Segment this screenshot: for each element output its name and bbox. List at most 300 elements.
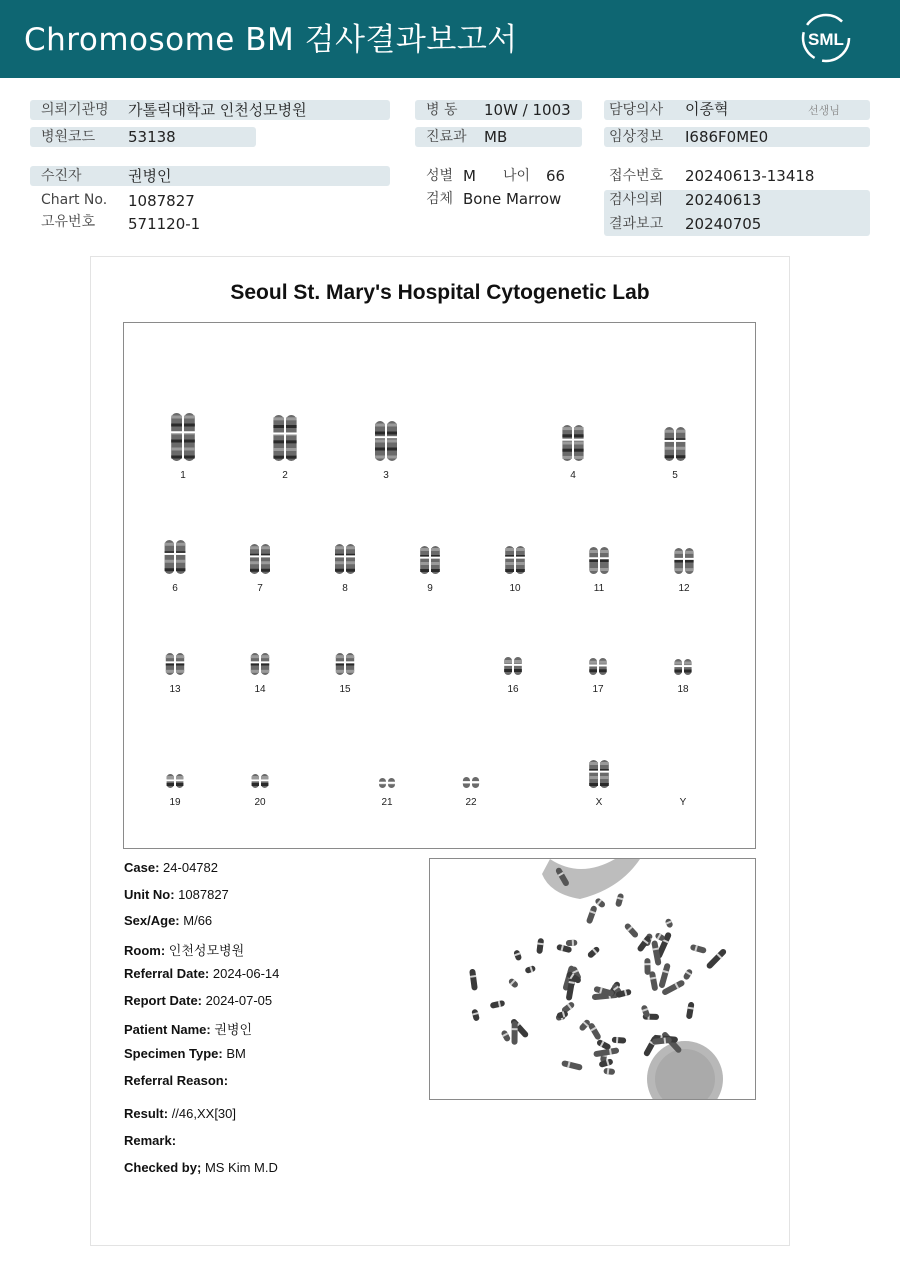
band — [589, 661, 597, 664]
band — [286, 448, 297, 451]
result-value: //46,XX[30] — [171, 1106, 237, 1121]
chromosome-pair-5 — [655, 424, 695, 464]
band — [589, 669, 597, 672]
centromere — [504, 664, 513, 666]
band — [273, 440, 284, 443]
hospital-code-label: 병원코드 — [41, 129, 96, 145]
chromosome-pair-11 — [579, 544, 619, 577]
band — [171, 440, 182, 443]
band — [346, 546, 355, 549]
band — [286, 456, 297, 459]
centromere — [375, 436, 386, 438]
unique-no-label: 고유번호 — [41, 214, 96, 230]
band — [574, 427, 584, 430]
metaphase-chromosome — [686, 1002, 695, 1020]
clinical-label: 임상정보 — [609, 129, 664, 145]
chromosome-pair-19 — [155, 771, 195, 791]
report-date-value: 20240705 — [685, 215, 762, 233]
band — [176, 776, 183, 779]
band — [684, 670, 692, 673]
unit-value: 1087827 — [178, 887, 229, 902]
ward-label: 병 동 — [426, 102, 458, 118]
band — [514, 660, 522, 663]
centromere — [574, 439, 585, 441]
doctor-value: 이종혁 — [685, 100, 729, 118]
chromosome-label-6: 6 — [172, 583, 178, 594]
specimen-label: 검체 — [426, 191, 454, 207]
specimen-type-line — [124, 1046, 246, 1061]
chromosome-label-14: 14 — [254, 684, 266, 695]
centromere — [346, 661, 355, 663]
band — [676, 455, 685, 458]
band — [574, 449, 584, 452]
centromere — [589, 771, 599, 773]
metaphase-image — [429, 858, 756, 1100]
request-label: 검사의뢰 — [609, 192, 664, 208]
chromosome-label-5: 5 — [672, 470, 678, 481]
band — [516, 569, 525, 572]
band — [346, 569, 355, 572]
centromere — [164, 553, 174, 555]
band — [261, 655, 269, 658]
band — [336, 655, 344, 658]
band — [589, 762, 598, 765]
band — [165, 568, 174, 571]
chromosome-label-7: 7 — [257, 583, 263, 594]
doctor-label: 담당의사 — [609, 102, 664, 118]
band — [346, 655, 354, 658]
band — [387, 456, 397, 459]
band — [335, 569, 344, 572]
band — [176, 783, 183, 786]
band — [665, 430, 674, 433]
band — [684, 662, 692, 665]
centromere — [251, 779, 259, 781]
band — [589, 783, 598, 786]
metaphase-chromosome — [587, 1022, 601, 1041]
chromosome-pair-10 — [495, 543, 535, 577]
remark-label: Remark: — [124, 1133, 177, 1148]
doctor-suffix: 선생님 — [808, 104, 840, 117]
metaphase-chromosome — [682, 968, 693, 981]
band — [167, 776, 174, 779]
band — [184, 448, 195, 451]
band — [261, 546, 270, 549]
band — [251, 670, 259, 673]
hospital-code-value: 53138 — [128, 128, 176, 146]
chromosome-pair-X — [579, 757, 619, 791]
band — [176, 670, 184, 673]
centromere — [562, 439, 573, 441]
specimen-type-value: BM — [226, 1046, 246, 1061]
band — [171, 456, 182, 459]
band — [252, 783, 259, 786]
centromere — [379, 782, 387, 784]
band — [674, 662, 682, 665]
band — [335, 561, 344, 564]
band — [599, 669, 607, 672]
band — [562, 434, 572, 437]
band — [505, 548, 514, 551]
metaphase-chromosome — [641, 1004, 651, 1018]
chromatid — [599, 658, 607, 675]
band — [674, 568, 683, 571]
centromere — [166, 779, 174, 781]
case-value: 24-04782 — [163, 860, 218, 875]
chromosome-pair-6 — [155, 537, 195, 577]
centromere — [420, 557, 430, 559]
checked-by-line — [124, 1160, 278, 1175]
centromere — [184, 431, 196, 433]
band — [589, 559, 598, 562]
chromosome-pair-15 — [325, 650, 365, 678]
metaphase-chromosome — [603, 1068, 615, 1075]
metaphase-chromosome — [469, 969, 478, 991]
chromosome-label-Y: Y — [679, 797, 687, 808]
band — [665, 447, 674, 450]
band — [335, 546, 344, 549]
band — [562, 442, 572, 445]
metaphase-chromosome — [471, 1009, 480, 1022]
band — [505, 562, 514, 565]
band — [286, 440, 297, 443]
metaphase-chromosome — [586, 905, 598, 924]
centromere — [346, 555, 356, 557]
band — [574, 434, 584, 437]
band — [589, 568, 598, 571]
chromosome-label-13: 13 — [169, 684, 181, 695]
chromosome-label-12: 12 — [678, 583, 690, 594]
band — [431, 569, 440, 572]
receipt-value: 20240613-13418 — [685, 167, 815, 185]
result-line — [124, 1106, 236, 1121]
department-value: MB — [484, 128, 508, 146]
centromere — [685, 558, 695, 560]
chromosome-pair-3 — [366, 418, 406, 464]
band — [375, 456, 385, 459]
chromosome-pair-20 — [240, 771, 280, 791]
band — [375, 440, 385, 443]
room-line — [124, 940, 244, 959]
header-bar — [0, 0, 900, 78]
chart-no-value: 1087827 — [128, 192, 195, 210]
centromere — [676, 440, 686, 442]
referral-reason-label: Referral Reason: — [124, 1073, 229, 1088]
metaphase-chromosome — [624, 922, 640, 938]
band — [674, 560, 683, 563]
chromosome-label-19: 19 — [169, 797, 181, 808]
band — [165, 543, 174, 546]
centromere — [388, 782, 396, 784]
band — [250, 569, 259, 572]
chromosome-label-11: 11 — [593, 583, 605, 594]
chromosome-pair-22 — [451, 774, 491, 791]
remark-line — [124, 1133, 176, 1148]
band — [685, 560, 694, 563]
centromere — [261, 661, 270, 663]
band — [562, 427, 572, 430]
chromosome-pair-17 — [578, 655, 618, 678]
specimen-value: Bone Marrow — [463, 190, 562, 208]
report-date-line — [124, 993, 272, 1008]
metaphase-chromosome — [513, 949, 522, 961]
centromere — [431, 557, 441, 559]
band — [336, 670, 344, 673]
band — [431, 562, 440, 565]
band — [505, 569, 514, 572]
age-value: 66 — [546, 167, 566, 185]
chromatid — [184, 413, 195, 461]
ward-value: 10W / 1003 — [484, 101, 571, 119]
band — [261, 670, 269, 673]
band — [665, 455, 674, 458]
band — [589, 550, 598, 553]
chromosome-label-20: 20 — [254, 797, 266, 808]
band — [676, 447, 685, 450]
report-date-value-2: 2024-07-05 — [205, 993, 273, 1008]
chromosome-label-2: 2 — [282, 470, 288, 481]
centromere — [335, 555, 345, 557]
band — [375, 432, 385, 435]
centromere — [286, 432, 298, 434]
band — [184, 424, 195, 427]
band — [176, 655, 184, 658]
band — [375, 448, 385, 451]
sex-label: 성별 — [426, 168, 454, 184]
band — [387, 440, 397, 443]
band — [674, 670, 682, 673]
metaphase-chromosome — [612, 1037, 627, 1044]
band — [176, 543, 185, 546]
band — [431, 548, 440, 551]
centromere — [176, 553, 186, 555]
chromatid — [273, 415, 284, 461]
examinee-value: 권병인 — [128, 167, 172, 185]
centromere — [505, 557, 515, 559]
band — [562, 449, 572, 452]
sexage-value: M/66 — [183, 913, 213, 928]
chromosome-label-4: 4 — [570, 470, 576, 481]
metaphase-chromosome — [649, 971, 659, 991]
chromosome-pair-13 — [155, 650, 195, 678]
band — [600, 568, 609, 571]
metaphase-chromosome — [561, 1060, 583, 1071]
band — [261, 783, 268, 786]
band — [420, 562, 429, 565]
centromere — [335, 661, 344, 663]
receipt-label: 접수번호 — [609, 168, 664, 184]
metaphase-spread — [430, 859, 755, 1099]
checked-by-value: MS Kim M.D — [204, 1160, 278, 1175]
chromosome-pair-12 — [664, 545, 704, 577]
band — [600, 762, 609, 765]
centromere — [462, 781, 470, 783]
band — [250, 546, 259, 549]
centromere — [514, 664, 523, 666]
sml-logo-icon — [800, 12, 852, 64]
centromere — [600, 557, 610, 559]
band — [286, 417, 297, 420]
band — [250, 561, 259, 564]
centromere — [674, 558, 684, 560]
band — [346, 561, 355, 564]
unit-label: Unit No: — [124, 887, 175, 902]
metaphase-chromosome — [536, 938, 544, 954]
chromosome-pair-4 — [553, 422, 593, 464]
band — [171, 416, 182, 419]
chromosome-label-1: 1 — [180, 470, 186, 481]
centromere — [176, 779, 184, 781]
chromosome-label-16: 16 — [507, 684, 519, 695]
lab-title: Seoul St. Mary's Hospital Cytogenetic Lab — [230, 281, 650, 304]
centromere — [176, 661, 185, 663]
department-label: 진료과 — [426, 129, 467, 145]
band — [171, 448, 182, 451]
metaphase-chromosome — [500, 1029, 511, 1042]
case-label: Case: — [124, 860, 160, 875]
chromosome-pair-16 — [493, 654, 533, 678]
band — [504, 660, 512, 663]
band — [420, 569, 429, 572]
checked-by-label: Checked by; — [124, 1160, 202, 1175]
centromere — [472, 781, 480, 783]
age-label: 나이 — [503, 168, 531, 184]
centromere — [261, 779, 269, 781]
band — [184, 440, 195, 443]
centromere — [273, 432, 285, 434]
chromosome-label-X: X — [595, 797, 603, 808]
band — [516, 562, 525, 565]
metaphase-chromosome — [587, 946, 601, 959]
referral-date-label: Referral Date: — [124, 966, 210, 981]
result-label: Result: — [124, 1106, 169, 1121]
report-title: Chromosome BM 검사결과보고서 — [24, 22, 518, 58]
chromosome-label-18: 18 — [677, 684, 689, 695]
band — [387, 424, 397, 427]
sex-value: M — [463, 167, 476, 185]
band — [167, 783, 174, 786]
referral-date-value: 2024-06-14 — [212, 966, 280, 981]
band — [600, 559, 609, 562]
chromatid — [589, 658, 597, 675]
band — [166, 670, 174, 673]
chromatid — [504, 657, 512, 675]
metaphase-chromosome — [566, 940, 578, 947]
centromere — [589, 557, 599, 559]
metaphase-chromosome — [665, 918, 674, 929]
centromere — [165, 661, 174, 663]
centromere — [589, 664, 598, 666]
band — [387, 432, 397, 435]
chromosome-label-15: 15 — [339, 684, 351, 695]
patient-name-value: 권병인 — [214, 1022, 253, 1037]
examinee-label: 수진자 — [41, 168, 82, 184]
band — [685, 568, 694, 571]
report-date-label: 결과보고 — [609, 216, 664, 232]
centromere — [674, 665, 683, 667]
band — [599, 661, 607, 664]
metaphase-chromosome — [615, 893, 624, 908]
band — [286, 425, 297, 428]
debris-top — [542, 859, 640, 899]
band — [261, 776, 268, 779]
band — [574, 456, 584, 459]
centromere — [664, 440, 674, 442]
band — [184, 416, 195, 419]
unit-line — [124, 887, 229, 902]
chromosome-pair-8 — [325, 541, 365, 577]
referral-date-line — [124, 966, 279, 981]
band — [171, 424, 182, 427]
sexage-label: Sex/Age: — [124, 913, 180, 928]
chromatid — [286, 415, 297, 461]
band — [261, 561, 270, 564]
chromosome-pair-9 — [410, 543, 450, 577]
chromosome-pair-2 — [265, 412, 305, 464]
band — [562, 456, 572, 459]
centromere — [600, 771, 610, 773]
band — [504, 669, 512, 672]
metaphase-chromosome — [644, 958, 650, 975]
metaphase-chromosome — [705, 948, 727, 970]
chromosome-pair-18 — [663, 656, 703, 678]
room-value: 인천성모병원 — [168, 943, 245, 958]
metaphase-chromosome — [512, 1021, 518, 1045]
band — [600, 776, 609, 779]
band — [600, 783, 609, 786]
band — [674, 551, 683, 554]
chromosome-label-9: 9 — [427, 583, 433, 594]
metaphase-chromosome — [658, 963, 671, 989]
band — [375, 424, 385, 427]
band — [273, 456, 284, 459]
room-label: Room: — [124, 943, 166, 958]
chromosome-pair-14 — [240, 650, 280, 678]
chromosome-label-3: 3 — [383, 470, 389, 481]
centromere — [261, 555, 271, 557]
band — [273, 425, 284, 428]
band — [685, 551, 694, 554]
centromere — [684, 665, 693, 667]
band — [574, 442, 584, 445]
centromere — [387, 436, 398, 438]
chart-no-label: Chart No. — [41, 192, 108, 208]
patient-name-line — [124, 1019, 252, 1038]
centromere — [250, 661, 259, 663]
logo-text: SML — [808, 30, 844, 49]
band — [676, 430, 685, 433]
chromosome-pair-7 — [240, 541, 280, 577]
unique-no-value: 571120-1 — [128, 215, 201, 233]
metaphase-chromosome — [508, 977, 520, 988]
chromosome-pair-21 — [367, 775, 407, 791]
band — [516, 548, 525, 551]
institution-label: 의뢰기관명 — [41, 102, 109, 118]
chromosome-label-8: 8 — [342, 583, 348, 594]
chromosome-label-22: 22 — [465, 797, 477, 808]
band — [251, 655, 259, 658]
examinee-row-bg — [30, 166, 390, 186]
specimen-type-label: Specimen Type: — [124, 1046, 223, 1061]
band — [165, 560, 174, 563]
metaphase-chromosome — [490, 1000, 506, 1009]
centromere — [516, 557, 526, 559]
metaphase-chromosome — [524, 965, 536, 974]
patient-name-label: Patient Name: — [124, 1022, 211, 1037]
chromatid — [514, 657, 522, 675]
band — [273, 448, 284, 451]
band — [176, 560, 185, 563]
